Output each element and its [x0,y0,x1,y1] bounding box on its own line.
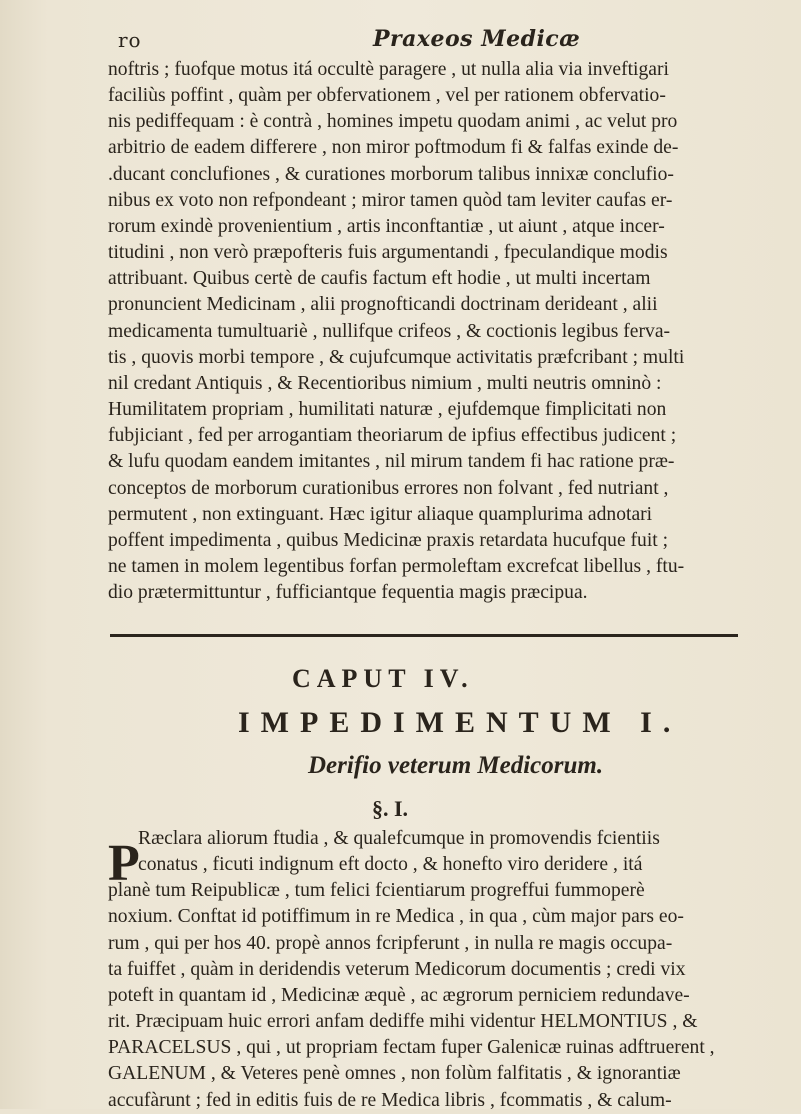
text-line: medicamenta tumultuariè , nullifque crifeos , & coctionis legibus ferva- [108,320,671,342]
text-line: GALENUM , & Veteres penè omnes , non folùm falfitatis , & ignorantiæ [108,1063,681,1085]
text-line: noftris ; fuofque motus itá occultè paragere , ut nulla alia via inveftigari [108,59,669,80]
drop-cap: P [108,835,140,892]
paragraph-1 [108,57,763,606]
text-line: poteft in quantam id , Medicinæ æquè , ac ægrorum perniciem redundave- [108,984,690,1006]
text-line: arbitrio de eadem differere , non miror poftmodum fi & falfas exinde de- [108,137,679,159]
text-line: conceptos de morborum curationibus errores non folvant , fed nutriant , [108,477,669,499]
page-number: ro [118,28,142,52]
text-line: .ducant conclufiones , & curationes morborum talibus innixæ conclufio- [108,163,674,185]
text-line: permutent , non extinguant. Hæc igitur aliaque quamplurima adnotari [108,503,653,525]
text-line: conatus , ficuti indignum eft docto , & honefto viro deridere , itá [138,854,643,876]
section-number: §. I. [372,796,409,821]
text-line: rum , qui per hos 40. propè annos fcripferunt , in nulla re magis occupa- [108,932,673,954]
text-line: ne tamen in molem legentibus forfan permoleftam excrefcat libellus , ftu- [108,555,685,577]
paragraph-2 [108,826,763,1114]
text-line: dio prætermittuntur , fufficiantque fequentia magis præcipua. [108,582,588,604]
text-line: ta fuiffet , quàm in deridendis veterum Medicorum documentis ; credi vix [108,958,686,980]
text-line: rorum exindè provenientium , artis inconftantiæ , ut aiunt , atque incer- [108,215,665,237]
text-line: & lufu quodam eandem imitantes , nil mirum tandem fi hac ratione præ- [108,451,675,473]
section-divider [110,634,738,637]
page-header [118,24,738,56]
chapter-subtitle: Derifio veterum Medicorum. [308,752,604,779]
text-line: tis , quovis morbi tempore , & cujufcumque activitatis præfcribant ; multi [108,346,685,368]
text-line: nis pediffequam : è contrà , homines impetu quodam animi , ac velut pro [108,111,678,133]
text-line: faciliùs poffint , quàm per obfervationem , vel per rationem obfervatio- [108,85,666,107]
text-line: PARACELSUS , qui , ut propriam fectam fuper Galenicæ ruinas adftruerent , [108,1037,715,1059]
chapter-title: IMPEDIMENTUM I. [238,706,682,739]
text-line: pronuncient Medicinam , alii prognofticandi doctrinam derideant , alii [108,294,658,316]
running-title: Praxeos Medicæ [373,26,581,52]
text-line: poffent impedimenta , quibus Medicinæ praxis retardata hucufque fuit ; [108,529,669,551]
text-line: titudini , non verò præpofteris fuis argumentandi , fpeculandique modis [108,242,668,264]
text-line: Humilitatem propriam , humilitati naturæ , ejufdemque fimplicitati non [108,399,667,421]
text-line: attribuant. Quibus certè de caufis factum eft hodie , ut multi incertam [108,268,651,290]
text-line: nibus ex voto non refpondeant ; miror tamen quòd tam leviter caufas er- [108,189,673,211]
text-line: Ræclara aliorum ftudia , & qualefcumque in promovendis fcientiis [138,828,660,849]
text-line: accufàrunt ; fed in editis fuis de re Medica libris , fcommatis , & calum- [108,1089,672,1111]
text-line: rit. Præcipuam huic errori anfam dediffe mihi videntur HELMONTIUS , & [108,1011,698,1033]
chapter-label: CAPUT IV. [292,664,474,693]
text-line: fubjiciant , fed per arrogantiam theoriarum de ipfius effectibus judicent ; [108,425,677,447]
text-line: nil credant Antiquis , & Recentioribus nimium , multi neutris omninò : [108,372,662,394]
text-line: planè tum Reipublicæ , tum felici fcientiarum progreffui fummoperè [108,880,645,902]
text-line: noxium. Conftat id potiffimum in re Medica , in qua , cùm major pars eo- [108,906,684,928]
